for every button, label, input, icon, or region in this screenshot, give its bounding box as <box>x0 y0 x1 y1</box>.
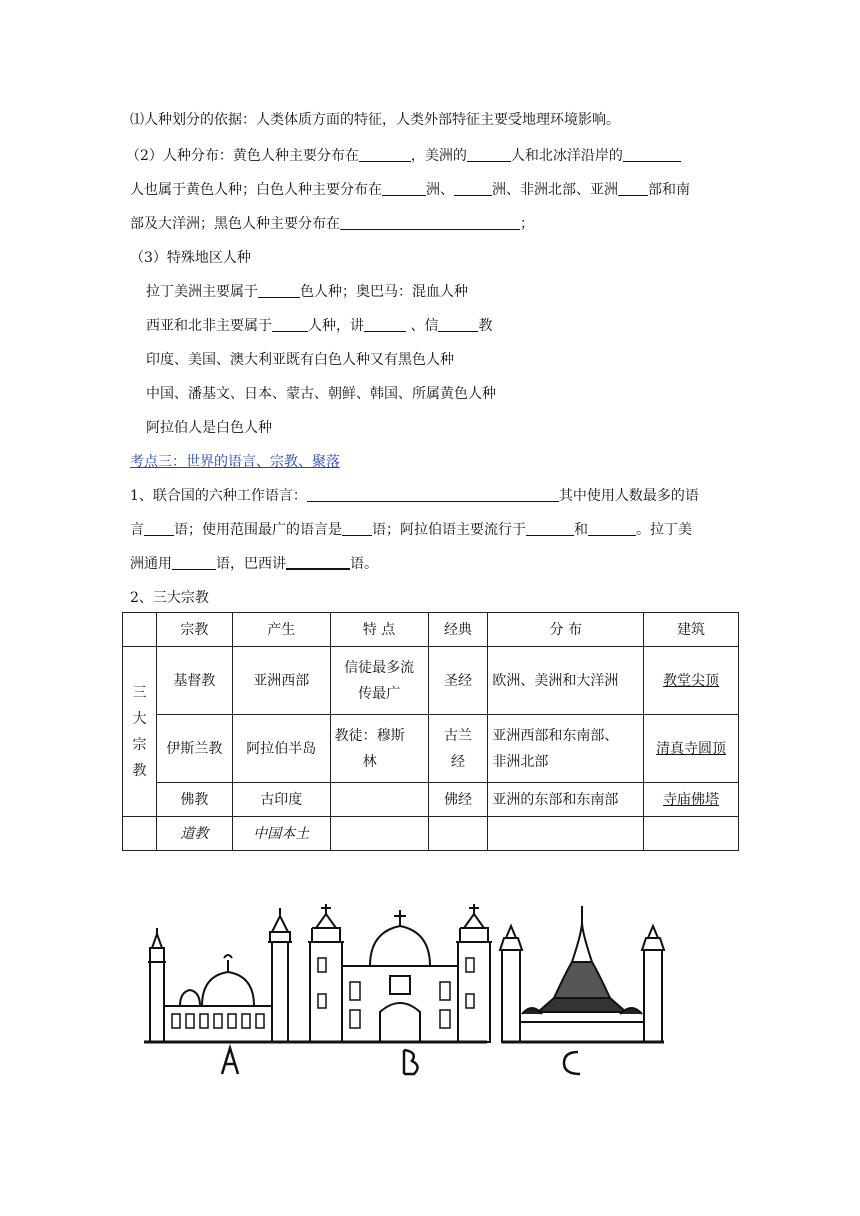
blank-field <box>307 487 559 502</box>
west-asia-line <box>146 316 492 336</box>
feature-line: 传最广 <box>358 685 401 702</box>
text: 语；阿拉伯语主要流行于 <box>372 522 526 538</box>
group-label-char: 三 <box>132 684 147 701</box>
text: 洲、 <box>426 182 454 198</box>
empty-cell <box>488 817 644 851</box>
text: 人也属于黄色人种；白色人种主要分布在 <box>130 182 382 198</box>
blank-field <box>342 521 372 536</box>
empty-cell <box>330 817 428 851</box>
text: 、信 <box>406 318 439 334</box>
religious-buildings-figure <box>142 902 670 1082</box>
religion-cell: 伊斯兰教 <box>156 715 232 783</box>
race-distribution-line3 <box>130 214 534 234</box>
pagoda-drawing <box>500 906 664 1042</box>
distribution-cell: 亚洲的东部和东南部 <box>488 783 644 817</box>
table-header-cell: 经典 <box>428 613 488 647</box>
label-b-mark <box>404 1050 418 1074</box>
scripture-line: 经 <box>450 753 465 770</box>
special-races-heading: （3）特殊地区人种 <box>130 250 251 266</box>
blank-field <box>438 317 478 332</box>
label-a-mark <box>222 1048 238 1074</box>
group-label-cell <box>123 647 157 817</box>
table-row <box>123 715 739 783</box>
distribution-line: 非洲北部 <box>492 753 549 770</box>
table-header-cell: 特 点 <box>330 613 428 647</box>
text: 和 <box>574 522 588 538</box>
blank-field <box>258 283 300 298</box>
text: （2）人种分布：黄色人种主要分布在 <box>126 148 359 164</box>
blank-field <box>359 147 411 162</box>
china-line: 中国、潘基文、日本、蒙古、朝鲜、韩国、所属黄色人种 <box>146 386 496 402</box>
text: 语；使用范围最广的语言是 <box>174 522 342 538</box>
text: 其中使用人数最多的语 <box>558 488 699 504</box>
table-row <box>123 647 739 715</box>
scripture-cell <box>428 715 488 783</box>
blank-field <box>172 555 216 570</box>
feature-cell <box>330 647 428 715</box>
blank-field <box>588 521 636 536</box>
blank-field <box>272 317 308 332</box>
distribution-cell <box>488 715 644 783</box>
label-c-mark <box>564 1052 580 1074</box>
architecture-cell: 寺庙佛塔 <box>644 783 739 817</box>
church-drawing <box>308 904 492 1042</box>
languages-line2 <box>130 520 692 540</box>
text: 教 <box>478 318 493 334</box>
text: ； <box>520 216 534 232</box>
text: 。拉丁美 <box>636 522 692 538</box>
arab-line: 阿拉伯人是白色人种 <box>146 420 272 436</box>
group-label-char: 宗 <box>132 736 147 753</box>
table-header-cell: 分 布 <box>488 613 644 647</box>
table-row <box>123 783 739 817</box>
text: 人种，讲 <box>308 318 364 334</box>
languages-line3 <box>130 554 378 574</box>
text: 部及大洋洲；黑色人种主要分布在 <box>130 216 340 232</box>
feature-line: 信徒最多流 <box>344 659 415 676</box>
blank-field <box>364 317 406 332</box>
table-header-cell: 产生 <box>232 613 330 647</box>
blank-field <box>454 181 492 196</box>
religion-cell: 基督教 <box>156 647 232 715</box>
un-languages-line <box>130 486 699 506</box>
empty-cell <box>644 817 739 851</box>
blank-field <box>526 521 574 536</box>
table-header-row <box>123 613 739 647</box>
latin-america-line <box>146 282 468 302</box>
feature-line: 林 <box>362 753 377 770</box>
text: ，美洲的 <box>410 148 467 164</box>
text: 部和南 <box>648 182 690 198</box>
religion-cell: 佛教 <box>156 783 232 817</box>
text: 洲、非洲北部、亚洲 <box>492 182 618 198</box>
blank-field <box>340 215 520 230</box>
origin-cell: 中国本土 <box>232 817 330 851</box>
empty-cell <box>428 817 488 851</box>
text: 语，巴西讲 <box>216 556 286 572</box>
race-basis: ⑴人种划分的依据：人类体质方面的特征，人类外部特征主要受地理环境影响。 <box>130 112 620 128</box>
text: 西亚和北非主要属于 <box>146 318 272 334</box>
architecture-cell: 教堂尖顶 <box>644 647 739 715</box>
origin-cell: 阿拉伯半岛 <box>232 715 330 783</box>
feature-line: 教徒：穆斯 <box>334 727 405 744</box>
feature-cell <box>330 715 428 783</box>
text: 人和北冰洋沿岸的 <box>510 148 623 164</box>
blank-field <box>286 554 350 570</box>
group-label-char: 教 <box>132 762 147 779</box>
text: 语。 <box>350 556 378 572</box>
blank-field <box>144 521 174 536</box>
india-line: 印度、美国、澳大利亚既有白色人种又有黑色人种 <box>146 352 454 368</box>
text: 1、联合国的六种工作语言： <box>130 488 307 504</box>
scripture-line: 古兰 <box>443 727 472 744</box>
section-heading-link[interactable]: 考点三：世界的语言、宗教、聚落 <box>130 454 340 470</box>
text: 言 <box>130 522 144 538</box>
feature-cell <box>330 783 428 817</box>
table-header-cell: 建筑 <box>644 613 739 647</box>
text: 色人种；奥巴马：混血人种 <box>300 284 468 300</box>
blank-field <box>467 147 511 162</box>
three-religions-heading: 2、三大宗教 <box>130 590 209 606</box>
distribution-line: 亚洲西部和东南部、 <box>492 727 619 744</box>
figure-labels <box>222 1048 580 1074</box>
table-header-cell: 宗教 <box>156 613 232 647</box>
empty-cell <box>123 817 157 851</box>
scripture-cell: 圣经 <box>428 647 488 715</box>
blank-field <box>618 181 648 196</box>
distribution-cell: 欧洲、美洲和大洋洲 <box>488 647 644 715</box>
scripture-cell: 佛经 <box>428 783 488 817</box>
race-distribution-line2 <box>130 180 690 200</box>
religion-cell: 道教 <box>156 817 232 851</box>
text: 洲通用 <box>130 556 172 572</box>
architecture-cell: 清真寺圆顶 <box>644 715 739 783</box>
religions-table <box>122 612 739 851</box>
race-distribution-line1 <box>126 146 681 166</box>
text: 拉丁美洲主要属于 <box>146 284 258 300</box>
origin-cell: 亚洲西部 <box>232 647 330 715</box>
origin-cell: 古印度 <box>232 783 330 817</box>
blank-field <box>623 147 681 162</box>
group-label-char: 大 <box>132 710 147 727</box>
table-header-cell <box>123 613 157 647</box>
table-row <box>123 817 739 851</box>
blank-field <box>382 181 426 196</box>
